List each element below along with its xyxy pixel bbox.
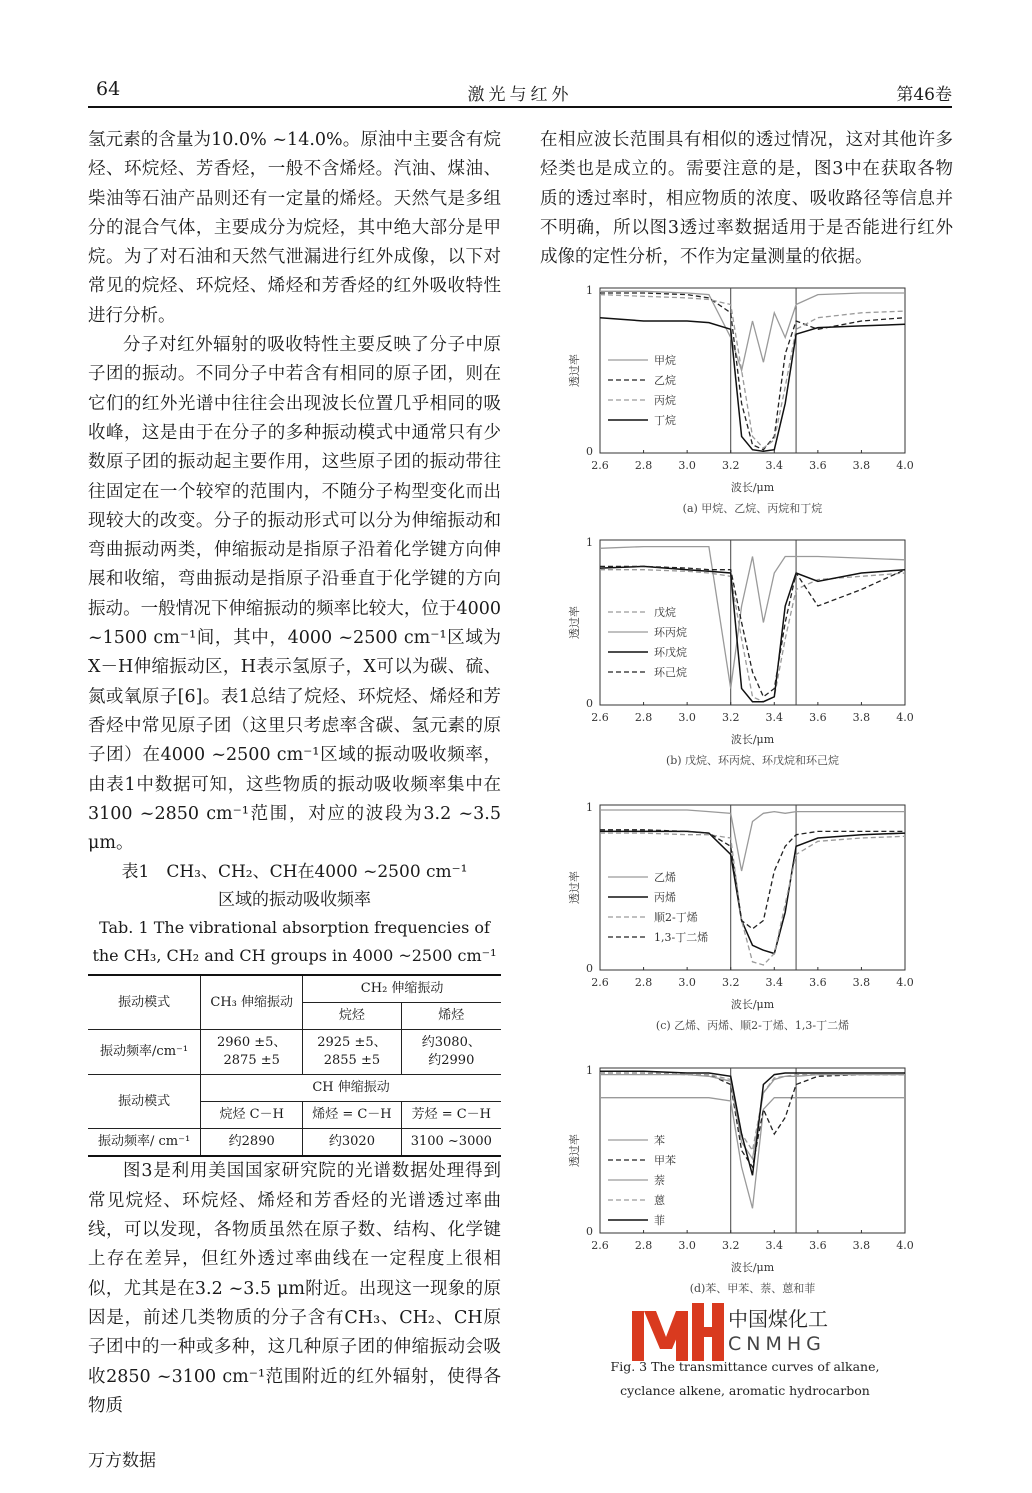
series-line-甲苯 [600,1073,905,1167]
series-line-环丙烷 [600,547,905,689]
legend-label: 丙烷 [654,394,676,407]
table-cell: 振动模式 [88,1075,201,1129]
footer-source: 万方数据 [88,1451,156,1471]
x-tick-label: 3.8 [852,459,871,472]
caption-line: Fig. 3 The transmittance curves of alkane, [610,1359,880,1374]
cell-line: 约3080、 [421,1035,481,1051]
series-line-丙烷 [600,295,905,448]
panel-caption: (a) 甲烷、乙烷、丙烷和丁烷 [682,502,823,515]
x-tick-label: 3.4 [765,1239,784,1252]
x-tick-label: 2.8 [634,1239,653,1252]
y-tick-label: 0 [586,697,593,710]
table-caption-cn: 表1 CH₃、CH₂、CH在4000 ~2500 cm⁻¹ [121,862,468,883]
logo-text-cn: 中国煤化工 [728,1307,828,1331]
table-cell: 振动频率/cm⁻¹ [88,1030,201,1075]
table-cell: 烷烃 [303,1003,401,1030]
x-tick-label: 3.8 [852,976,871,989]
figure-caption-en [600,1355,890,1403]
paragraph: 分子对红外辐射的吸收特性主要反映了分子中原子团的振动。不同分子中若含有相同的原子团，则在它们的红外光谱中往往会出现波长位置几乎相同的吸收峰，这是由于在分子的多种振动模式中通常只有少数原子团的振动起主要作用，这些原子团的振动带往往固定在一个较窄的范围内，不随分子构型变化而出现较大的改变。分子的振动形式可以分为伸缩振动和弯曲振动两类，伸缩振动是指原子沿着化学键方向伸展和收缩，弯曲振动是指原子沿垂直于化学键的方向振动。一般情况下伸缩振动的频率比较大，位于4000 ~1500 cm⁻¹间，其中，4000 ~2500 cm⁻¹区域为X－H伸缩振动区，H表示氢原子，X可以为碳、硫、氮或氧原子[6]。表1总结了烷烃、环烷烃、烯烃和芳香烃中常见原子团（这里只考虑率含碳、氢元素的原子团）在4000 ~2500 cm⁻¹区域的振动吸收频率，由表1中数据可知，这些物质的振动吸收频率集中在3100 ~2850 cm⁻¹范围，对应的波段为3.2 ~3.5 μm。 [88,335,501,854]
series-line-环戊烷 [600,566,905,701]
y-tick-label: 1 [586,801,593,814]
x-tick-label: 3.0 [678,459,696,472]
x-tick-label: 2.8 [634,459,653,472]
panel-caption: (d)苯、甲苯、萘、蒽和菲 [689,1282,816,1295]
panel-caption: (b) 戊烷、环丙烷、环戊烷和环己烷 [665,754,840,767]
x-tick-label: 2.8 [634,711,653,724]
volume-label: 第46卷 [896,85,952,105]
cell-line: 2855 ±5 [323,1053,381,1069]
x-tick-label: 2.6 [591,1239,609,1252]
x-tick-label: 2.6 [591,459,609,472]
legend-label: 蒽 [654,1194,665,1207]
y-tick-label: 0 [586,962,593,975]
x-axis-label: 波长/μm [730,481,775,494]
figure-panel-d [560,1060,920,1300]
logo-mark-icon [632,1303,724,1361]
right-column [540,126,953,272]
journal-title: 激光与红外 [467,85,573,105]
cell-line: 2875 ±5 [223,1053,280,1069]
caption-line: cyclance alkene, aromatic hydrocarbon [620,1383,870,1398]
x-tick-label: 3.0 [678,711,696,724]
series-line-乙烷 [600,293,905,450]
legend-label: 顺2-丁烯 [654,911,698,924]
table-cell: 振动频率/ cm⁻¹ [88,1129,201,1157]
table-caption-en: the CH₃, CH₂ and CH groups in 4000 ~2500 cm⁻¹ [92,946,497,966]
legend-label: 丙烯 [654,891,676,904]
page-number: 64 [96,78,121,100]
x-tick-label: 3.4 [765,459,784,472]
x-tick-label: 3.0 [678,976,696,989]
y-tick-label: 1 [586,536,593,549]
legend-label: 萘 [654,1174,665,1187]
table-cell [303,1030,401,1075]
series-line-丙烯 [600,831,905,953]
table-cell: 3100 ~3000 [401,1129,501,1157]
x-tick-label: 2.6 [591,976,609,989]
paragraph: 在相应波长范围具有相似的透过情况，这对其他许多烃类也是成立的。需要注意的是，图3中在获取各物质的透过率时，相应物质的浓度、吸收路径等信息并不明确，所以图3透过率数据适用于是否能进行红外成像的定性分析，不作为定量测量的依据。 [540,130,953,268]
table-cell: CH 伸缩振动 [201,1075,501,1102]
table-cell: 约3020 [303,1129,401,1157]
series-line-甲烷 [600,291,905,370]
cell-line: 约2990 [428,1053,475,1069]
y-axis-label: 透过率 [568,354,581,387]
spectrum-chart [560,797,920,1037]
y-tick-label: 0 [586,445,593,458]
table-cell: 芳烃 = C－H [401,1102,501,1129]
x-tick-label: 3.8 [852,1239,871,1252]
series-line-萘 [600,1075,905,1159]
cell-line: 2925 ±5、 [317,1035,387,1051]
table-cell [401,1030,501,1075]
plot-frame [600,540,905,705]
panel-caption: (c) 乙烯、丙烯、顺2-丁烯、1,3-丁二烯 [655,1019,850,1032]
table-cell: 振动模式 [88,975,201,1030]
legend-label: 菲 [654,1214,665,1227]
logo-text-en: CNMHG [728,1333,826,1355]
y-tick-label: 1 [586,1064,593,1077]
x-tick-label: 4.0 [896,976,914,989]
y-axis-label: 透过率 [568,871,581,904]
figure-panel-b [560,532,920,772]
series-line-苯 [600,1098,905,1209]
series-line-乙烯 [600,810,905,871]
table-caption-cn: 区域的振动吸收频率 [218,890,371,911]
cell-line: 2960 ±5、 [217,1035,287,1051]
table-cell: 烯烃 [401,1003,501,1030]
x-tick-label: 3.2 [721,1239,740,1252]
paragraph: 氢元素的含量为10.0% ~14.0%。原油中主要含有烷烃、环烷烃、芳香烃，一般不含烯烃。汽油、煤油、柴油等石油产品则还有一定量的烯烃。天然气是多组分的混合气体，主要成分为烷烃，其中绝大部分是甲烷。为了对石油和天然气泄漏进行红外成像，以下对常见的烷烃、环烷烃、烯烃和芳香烃的红外吸收特性进行分析。 [88,130,501,326]
y-axis-label: 透过率 [568,1134,581,1167]
watermark-logo [632,1303,842,1361]
x-tick-label: 2.8 [634,976,653,989]
legend-label: 丁烷 [654,414,676,427]
legend-label: 戊烷 [654,606,676,619]
y-tick-label: 1 [586,284,593,297]
table-cell: 约2890 [201,1129,303,1157]
legend-label: 环戊烷 [654,646,687,659]
series-line-1,3-丁二烯 [600,830,905,929]
x-tick-label: 3.8 [852,711,871,724]
table-cell [201,1030,303,1075]
x-axis-label: 波长/μm [730,998,775,1011]
legend-label: 苯 [654,1134,665,1147]
table-caption-en: Tab. 1 The vibrational absorption frequencies of [99,918,490,938]
series-line-蒽 [600,1073,905,1151]
x-axis-label: 波长/μm [730,1261,775,1274]
x-tick-label: 4.0 [896,459,914,472]
x-tick-label: 3.2 [721,711,740,724]
figure-panel-c [560,797,920,1037]
x-tick-label: 3.2 [721,459,740,472]
x-tick-label: 3.2 [721,976,740,989]
vibration-table [88,974,501,1157]
table-cell: CH₂ 伸缩振动 [303,975,501,1003]
x-tick-label: 3.4 [765,711,784,724]
series-line-丁烷 [600,318,905,452]
y-tick-label: 0 [586,1225,593,1238]
x-tick-label: 4.0 [896,711,914,724]
legend-label: 乙烷 [654,374,676,387]
left-column [88,126,501,1421]
x-tick-label: 3.6 [809,459,827,472]
legend-label: 1,3-丁二烯 [654,931,709,944]
x-axis-label: 波长/μm [730,733,775,746]
legend-label: 环丙烷 [654,626,687,639]
x-tick-label: 3.6 [809,976,827,989]
table-cell: 烯烃 = C－H [303,1102,401,1129]
spectrum-chart [560,532,920,772]
x-tick-label: 3.6 [809,711,827,724]
x-tick-label: 3.0 [678,1239,696,1252]
figure-panel-a [560,280,920,520]
page-header [88,78,952,108]
x-tick-label: 4.0 [896,1239,914,1252]
legend-label: 环己烷 [654,666,687,679]
series-line-戊烷 [600,570,905,702]
legend-label: 甲苯 [654,1154,676,1167]
x-tick-label: 3.6 [809,1239,827,1252]
paragraph: 图3是利用美国国家研究院的光谱数据处理得到常见烷烃、环烷烃、烯烃和芳香烃的光谱透过率曲线，可以发现，各物质虽然在原子数、结构、化学键上存在差异，但红外透过率曲线在一定程度上很相似，尤其是在3.2 ~3.5 μm附近。出现这一现象的原因是，前述几类物质的分子含有CH₃、CH₂、CH原子团中的一种或多种，这几种原子团的伸缩振动会吸收2850 ~3100 cm⁻¹范围附近的红外辐射，使得各物质 [88,1161,501,1416]
x-tick-label: 2.6 [591,711,609,724]
spectrum-chart [560,280,920,520]
table-cell: 烷烃 C－H [201,1102,303,1129]
spectrum-chart [560,1060,920,1300]
x-tick-label: 3.4 [765,976,784,989]
table-cell: CH₃ 伸缩振动 [201,975,303,1030]
legend-label: 乙烯 [654,871,676,884]
legend-label: 甲烷 [654,354,676,367]
y-axis-label: 透过率 [568,606,581,639]
